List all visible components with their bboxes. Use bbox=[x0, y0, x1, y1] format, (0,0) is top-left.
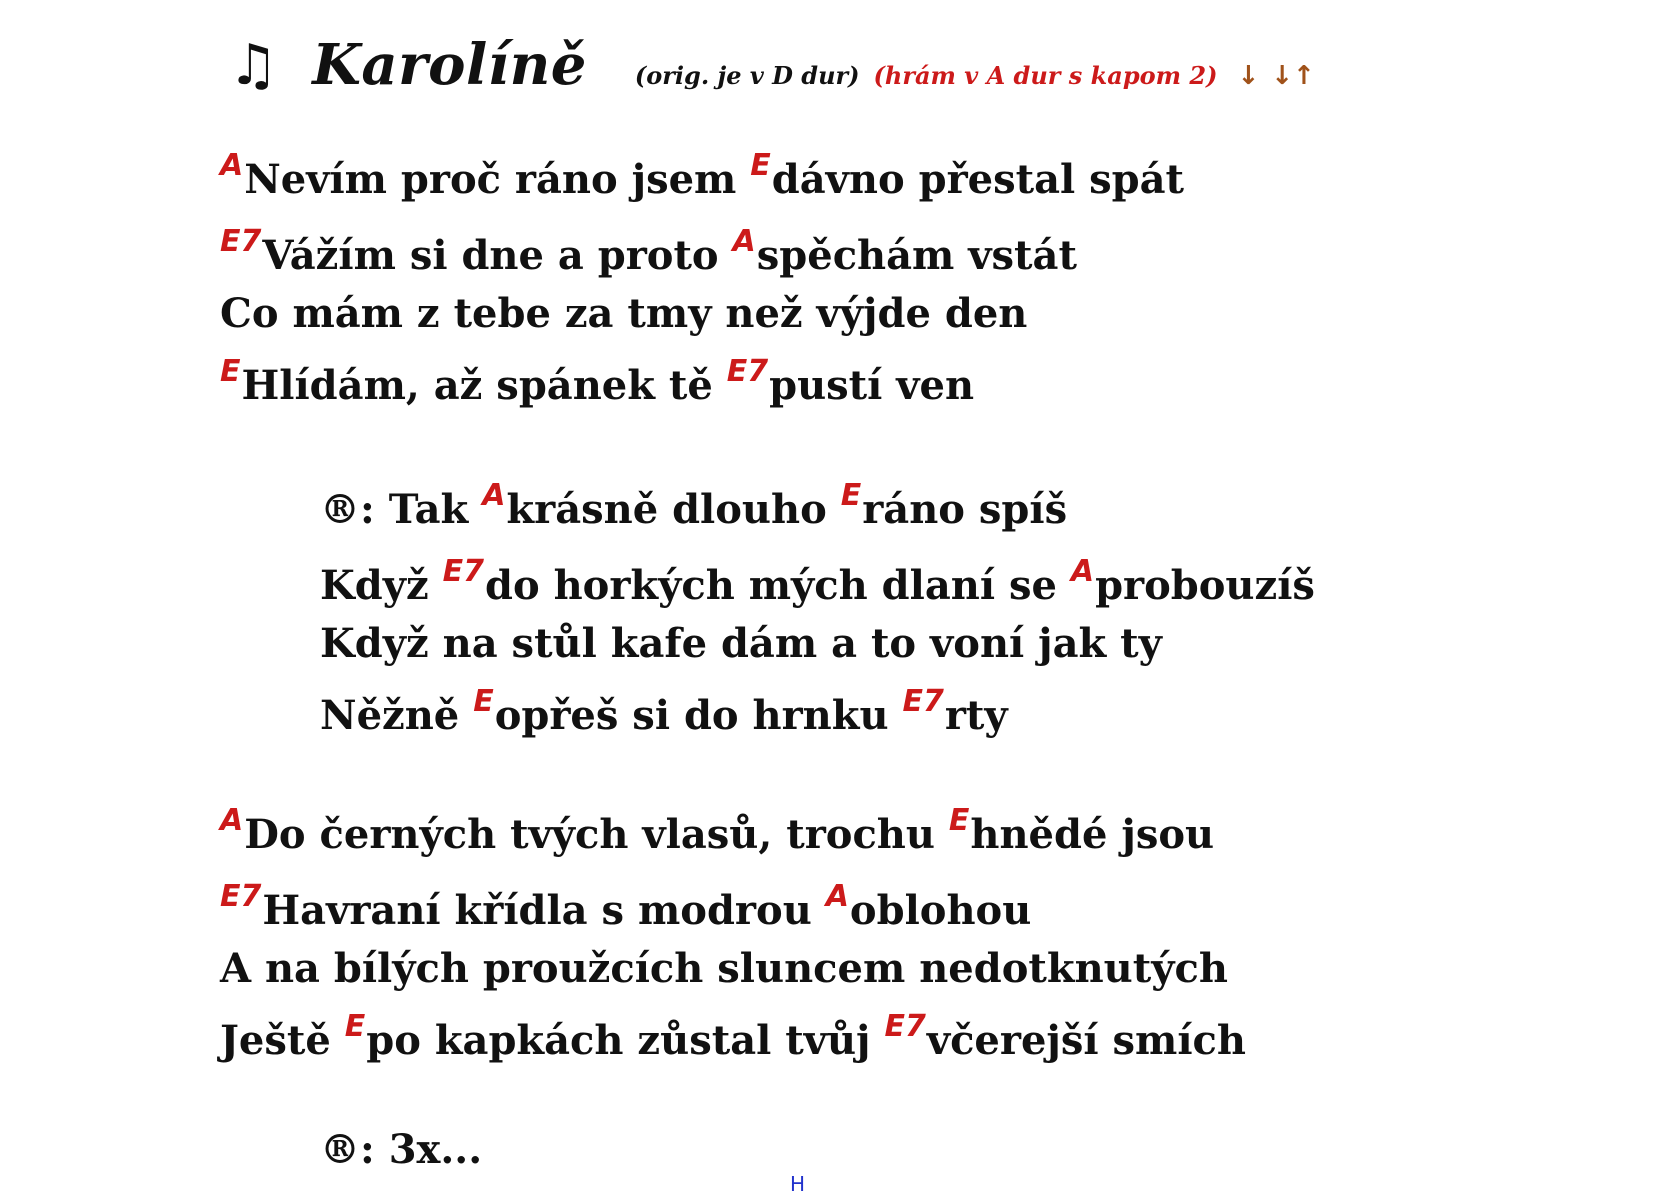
lyric-text: Když bbox=[320, 562, 443, 609]
chord: A bbox=[482, 478, 506, 513]
chord: E bbox=[750, 148, 771, 183]
lyric-text: Nevím proč ráno jsem bbox=[244, 156, 751, 203]
chord: E bbox=[840, 478, 862, 513]
chord: E7 bbox=[726, 354, 769, 389]
play-key-note: (hrám v A dur s kapom 2) bbox=[873, 61, 1218, 90]
lyric-text: Když na stůl kafe dám a to voní jak ty bbox=[320, 620, 1162, 667]
lyric-text: Havraní křídla s modrou bbox=[262, 887, 826, 934]
lyric-text: včerejší smích bbox=[926, 1017, 1246, 1064]
lyric-line bbox=[320, 478, 1315, 533]
lyric-line bbox=[320, 684, 1315, 739]
lyric-line bbox=[320, 554, 1315, 609]
lyric-text: dávno přestal spát bbox=[771, 156, 1185, 203]
lyric-line bbox=[220, 879, 1246, 934]
transpose-down-icon[interactable]: ↓ bbox=[1237, 61, 1260, 91]
chord: E7 bbox=[220, 224, 262, 259]
chord: A bbox=[1070, 554, 1095, 589]
original-key-note: (orig. je v D dur) bbox=[634, 61, 860, 90]
lyric-text: rty bbox=[944, 692, 1008, 739]
chord: E7 bbox=[442, 554, 484, 589]
footer-mark[interactable]: H bbox=[790, 1172, 806, 1196]
lyric-text: krásně dlouho bbox=[506, 486, 841, 533]
lyric-text: Co mám z tebe za tmy než výjde den bbox=[220, 290, 1028, 337]
chord: A bbox=[220, 803, 244, 838]
transpose-toggle-icon[interactable]: ↓↑ bbox=[1271, 61, 1315, 91]
lyric-line bbox=[320, 1126, 483, 1173]
lyric-text: ®: Tak bbox=[320, 486, 483, 533]
lyric-line bbox=[220, 945, 1246, 992]
transpose-controls bbox=[1237, 61, 1314, 91]
verse-2 bbox=[220, 803, 1246, 1064]
chord: E bbox=[220, 354, 241, 389]
title-row bbox=[228, 32, 1315, 112]
lyric-line bbox=[220, 1009, 1246, 1064]
lyric-line bbox=[220, 354, 1184, 409]
chord: E7 bbox=[884, 1009, 926, 1044]
lyric-text: Vážím si dne a proto bbox=[262, 232, 733, 279]
chord: E bbox=[948, 803, 970, 838]
chord: A bbox=[220, 148, 244, 183]
song-title: Karolíně bbox=[312, 32, 587, 98]
lyric-text: pustí ven bbox=[769, 362, 975, 409]
chord: E7 bbox=[902, 684, 944, 719]
chord: A bbox=[825, 879, 849, 914]
lyric-line bbox=[220, 803, 1246, 858]
chord: E bbox=[344, 1009, 366, 1044]
lyric-text: Něžně bbox=[320, 692, 474, 739]
lyric-line bbox=[320, 620, 1315, 667]
lyric-text: Hlídám, až spánek tě bbox=[241, 362, 727, 409]
lyric-text: A na bílých proužcích sluncem nedotknutých bbox=[220, 945, 1228, 992]
lyric-line bbox=[220, 224, 1184, 279]
chord: E bbox=[473, 684, 494, 719]
chord: A bbox=[732, 224, 756, 259]
lyric-text: opřeš si do hrnku bbox=[494, 692, 903, 739]
lyric-text: probouzíš bbox=[1095, 562, 1315, 609]
lyric-line bbox=[220, 290, 1184, 337]
chord: E7 bbox=[220, 879, 262, 914]
verse-1 bbox=[220, 148, 1185, 409]
lyric-text: do horkých mých dlaní se bbox=[485, 562, 1071, 609]
lyric-text: oblohou bbox=[849, 887, 1032, 934]
lyric-text: po kapkách zůstal tvůj bbox=[366, 1017, 885, 1064]
chorus-repeat bbox=[320, 1126, 483, 1173]
lyric-text: ráno spíš bbox=[862, 486, 1068, 533]
lyric-text: Do černých tvých vlasů, trochu bbox=[244, 811, 949, 858]
music-note-icon: ♫ bbox=[228, 33, 279, 98]
lyric-text: spěchám vstát bbox=[756, 232, 1077, 279]
lyric-line bbox=[220, 148, 1185, 203]
lyric-text: hnědé jsou bbox=[970, 811, 1215, 858]
repeat-text: ®: 3x... bbox=[320, 1126, 483, 1173]
lyric-text: Ještě bbox=[220, 1017, 345, 1064]
chorus bbox=[320, 478, 1315, 739]
